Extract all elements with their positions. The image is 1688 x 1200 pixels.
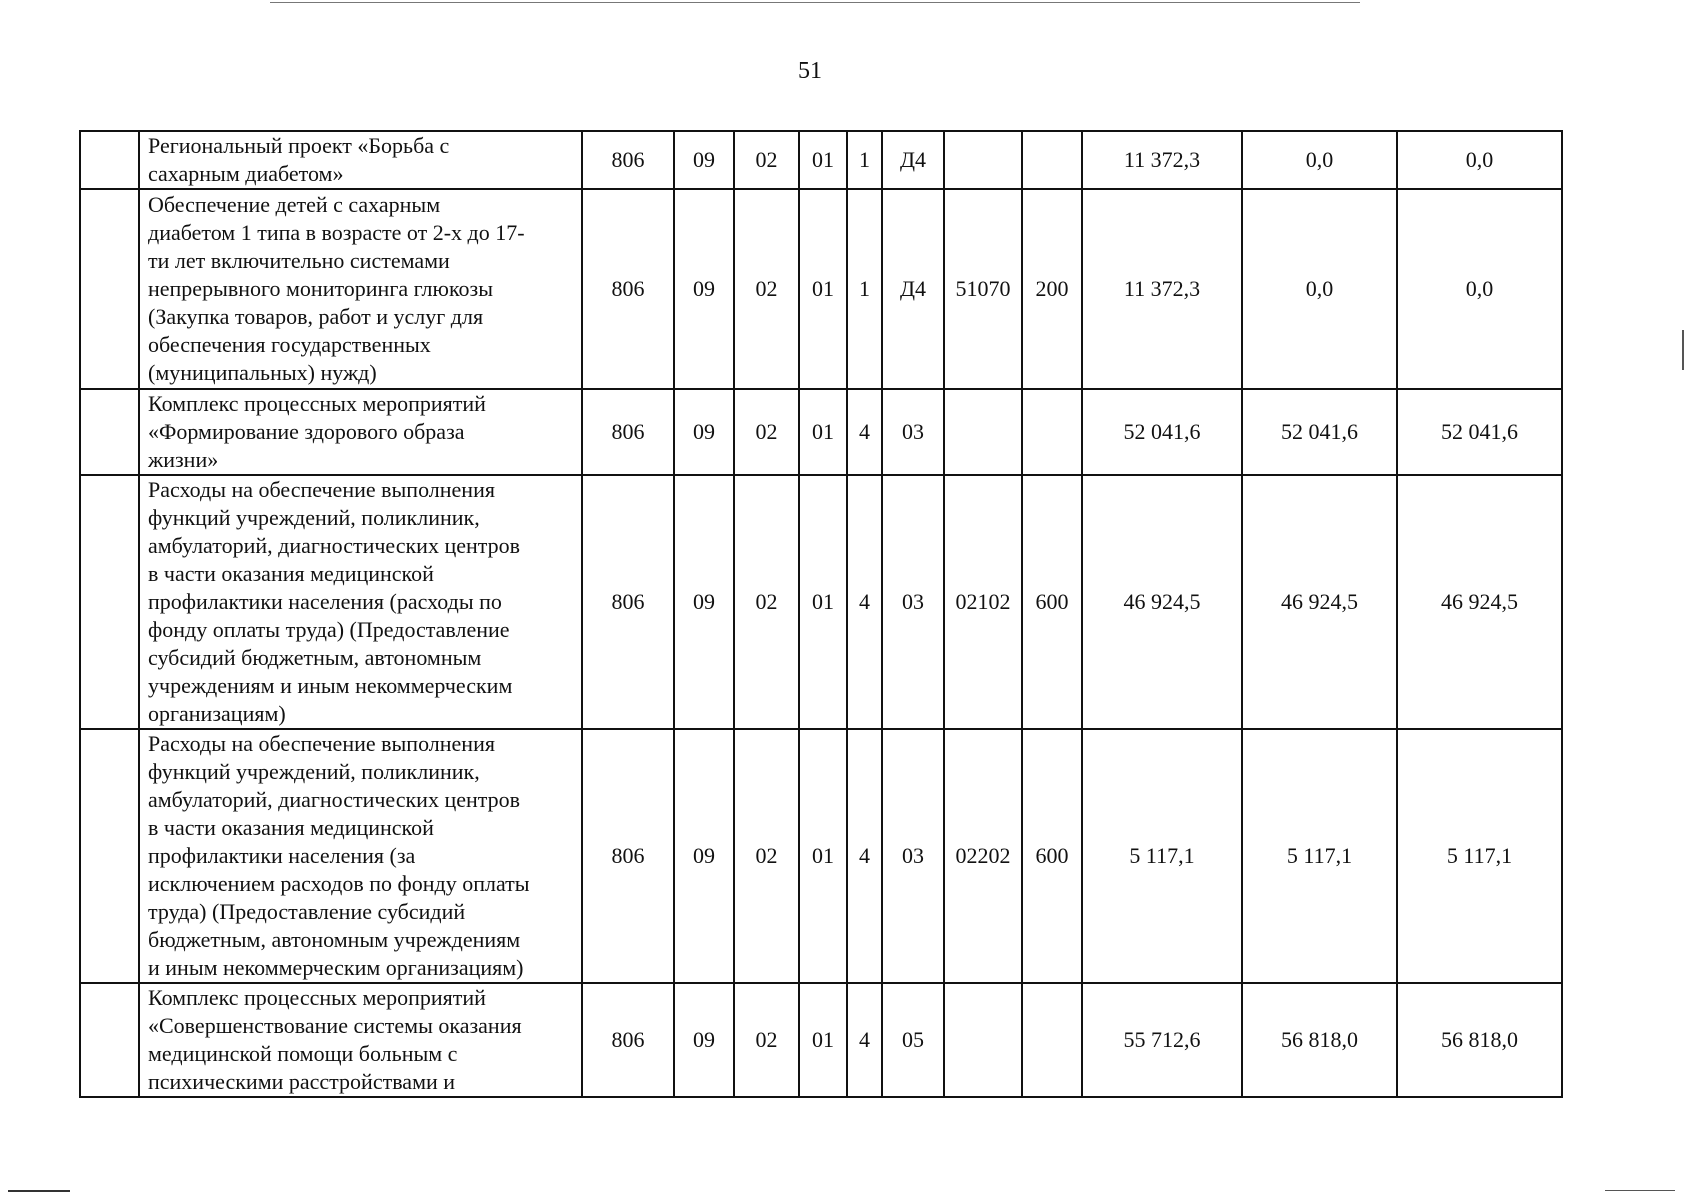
amount-year2-cell: 52 041,6	[1242, 389, 1397, 475]
ministry-code-cell: 806	[582, 475, 674, 729]
program-part-code-cell: 4	[847, 983, 882, 1097]
amount-year2-cell: 56 818,0	[1242, 983, 1397, 1097]
section-code-cell: 09	[674, 475, 734, 729]
direction-code-cell: 02102	[944, 475, 1022, 729]
program-code-cell: 01	[799, 729, 847, 983]
ministry-code-cell: 806	[582, 189, 674, 389]
direction-code-cell	[944, 131, 1022, 189]
subsection-code-cell: 02	[734, 983, 799, 1097]
program-part-code-cell: 4	[847, 389, 882, 475]
scan-margin-mark	[1605, 1190, 1675, 1191]
table-row	[80, 389, 1562, 475]
amount-year2-cell: 0,0	[1242, 131, 1397, 189]
expense-type-cell	[1022, 131, 1082, 189]
amount-year3-cell: 52 041,6	[1397, 389, 1562, 475]
direction-code-cell: 51070	[944, 189, 1022, 389]
section-code-cell: 09	[674, 389, 734, 475]
subsection-code-cell: 02	[734, 389, 799, 475]
program-part-code-cell: 1	[847, 131, 882, 189]
item-code-cell: 03	[882, 389, 944, 475]
section-code-cell: 09	[674, 189, 734, 389]
amount-year1-cell: 52 041,6	[1082, 389, 1242, 475]
row-number-cell	[80, 729, 139, 983]
amount-year3-cell: 46 924,5	[1397, 475, 1562, 729]
section-code-cell: 09	[674, 131, 734, 189]
description-cell: Комплекс процессных мероприятий «Совершенствование системы оказания медицинской помощи больным с психическими расстройствами и	[139, 983, 582, 1097]
row-number-cell	[80, 983, 139, 1097]
item-code-cell: Д4	[882, 131, 944, 189]
direction-code-cell	[944, 983, 1022, 1097]
amount-year2-cell: 0,0	[1242, 189, 1397, 389]
top-rule	[270, 2, 1360, 3]
ministry-code-cell: 806	[582, 983, 674, 1097]
row-number-cell	[80, 475, 139, 729]
section-code-cell: 09	[674, 983, 734, 1097]
program-part-code-cell: 4	[847, 729, 882, 983]
amount-year3-cell: 56 818,0	[1397, 983, 1562, 1097]
scan-margin-mark	[8, 1190, 70, 1192]
program-code-cell: 01	[799, 131, 847, 189]
item-code-cell: 05	[882, 983, 944, 1097]
amount-year1-cell: 11 372,3	[1082, 131, 1242, 189]
description-cell: Региональный проект «Борьба с сахарным диабетом»	[139, 131, 582, 189]
amount-year3-cell: 0,0	[1397, 189, 1562, 389]
table-row	[80, 475, 1562, 729]
amount-year1-cell: 11 372,3	[1082, 189, 1242, 389]
direction-code-cell: 02202	[944, 729, 1022, 983]
subsection-code-cell: 02	[734, 189, 799, 389]
row-number-cell	[80, 389, 139, 475]
subsection-code-cell: 02	[734, 475, 799, 729]
amount-year3-cell: 0,0	[1397, 131, 1562, 189]
program-code-cell: 01	[799, 475, 847, 729]
amount-year1-cell: 55 712,6	[1082, 983, 1242, 1097]
description-cell: Обеспечение детей с сахарным диабетом 1 типа в возрасте от 2-х до 17- ти лет включительно системами непрерывного мониторинга глюкозы (Закупка товаров, работ и услуг для обеспечения государственных (муниципальных) нужд)	[139, 189, 582, 389]
expense-type-cell: 600	[1022, 729, 1082, 983]
program-code-cell: 01	[799, 389, 847, 475]
description-cell: Расходы на обеспечение выполнения функций учреждений, поликлиник, амбулаторий, диагностических центров в части оказания медицинской профилактики населения (расходы по фонду оплаты труда) (Предоставление субсидий бюджетным, автономным учреждениям и иным некоммерческим организациям)	[139, 475, 582, 729]
program-code-cell: 01	[799, 189, 847, 389]
amount-year1-cell: 5 117,1	[1082, 729, 1242, 983]
expense-type-cell: 600	[1022, 475, 1082, 729]
expense-type-cell: 200	[1022, 189, 1082, 389]
expense-type-cell	[1022, 983, 1082, 1097]
subsection-code-cell: 02	[734, 729, 799, 983]
amount-year2-cell: 46 924,5	[1242, 475, 1397, 729]
subsection-code-cell: 02	[734, 131, 799, 189]
row-number-cell	[80, 189, 139, 389]
ministry-code-cell: 806	[582, 131, 674, 189]
item-code-cell: Д4	[882, 189, 944, 389]
budget-table	[79, 130, 1563, 1098]
table-row	[80, 189, 1562, 389]
page-number: 51	[798, 58, 822, 84]
program-code-cell: 01	[799, 983, 847, 1097]
description-cell: Расходы на обеспечение выполнения функций учреждений, поликлиник, амбулаторий, диагностических центров в части оказания медицинской профилактики населения (за исключением расходов по фонду оплаты труда) (Предоставление субсидий бюджетным, автономным учреждениям и иным некоммерческим организациям)	[139, 729, 582, 983]
direction-code-cell	[944, 389, 1022, 475]
scan-edge-mark	[1682, 330, 1684, 370]
amount-year3-cell: 5 117,1	[1397, 729, 1562, 983]
table-row	[80, 983, 1562, 1097]
table-row	[80, 131, 1562, 189]
amount-year2-cell: 5 117,1	[1242, 729, 1397, 983]
ministry-code-cell: 806	[582, 389, 674, 475]
item-code-cell: 03	[882, 475, 944, 729]
item-code-cell: 03	[882, 729, 944, 983]
section-code-cell: 09	[674, 729, 734, 983]
table-row	[80, 729, 1562, 983]
ministry-code-cell: 806	[582, 729, 674, 983]
program-part-code-cell: 1	[847, 189, 882, 389]
expense-type-cell	[1022, 389, 1082, 475]
amount-year1-cell: 46 924,5	[1082, 475, 1242, 729]
description-cell: Комплекс процессных мероприятий «Формирование здорового образа жизни»	[139, 389, 582, 475]
program-part-code-cell: 4	[847, 475, 882, 729]
row-number-cell	[80, 131, 139, 189]
